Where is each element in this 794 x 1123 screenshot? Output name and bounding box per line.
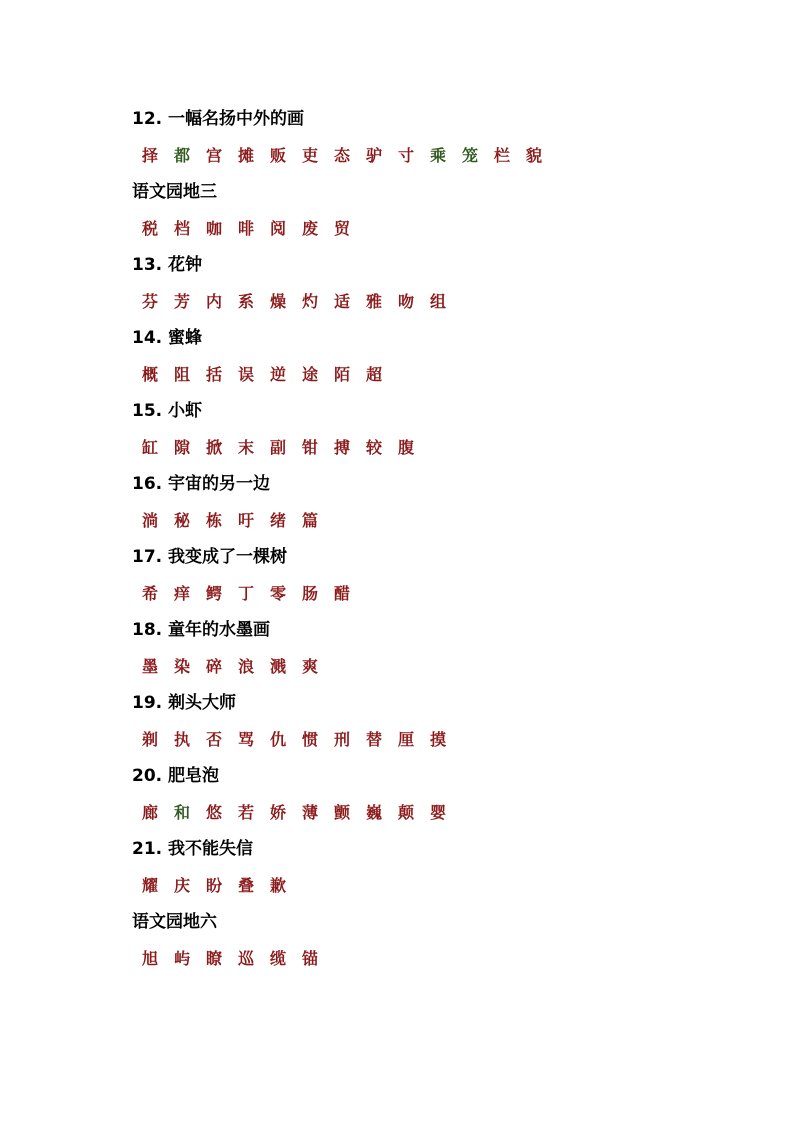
vocab-character: 溅: [270, 657, 287, 676]
character-row: [132, 143, 732, 169]
vocab-character: 贩: [270, 146, 287, 165]
vocab-character: 薄: [302, 803, 319, 822]
vocab-character: 宫: [206, 146, 223, 165]
vocab-character: 鳄: [206, 584, 223, 603]
vocab-character: 啡: [238, 219, 255, 238]
vocab-character: 秘: [174, 511, 191, 530]
lesson-title: 19. 剃头大师: [132, 693, 237, 713]
character-row: [132, 946, 732, 972]
vocab-character: 灼: [302, 292, 319, 311]
vocab-character: 锚: [302, 949, 319, 968]
vocab-character: 适: [334, 292, 351, 311]
vocab-character: 若: [238, 803, 255, 822]
vocab-character: 误: [238, 365, 255, 384]
lesson-title: 语文园地三: [132, 182, 217, 202]
vocab-character: 骂: [238, 730, 255, 749]
vocab-character: 组: [430, 292, 447, 311]
vocab-character: 巡: [238, 949, 255, 968]
vocab-character: 仇: [270, 730, 287, 749]
vocab-character: 内: [206, 292, 223, 311]
vocab-character: 副: [270, 438, 287, 457]
vocab-character: 择: [142, 146, 159, 165]
lesson-section: [132, 470, 732, 534]
vocab-character: 末: [238, 438, 255, 457]
vocab-character: 肠: [302, 584, 319, 603]
vocab-character: 阻: [174, 365, 191, 384]
character-row: [132, 873, 732, 899]
lesson-title: 18. 童年的水墨画: [132, 620, 271, 640]
vocab-character: 系: [238, 292, 255, 311]
vocab-character: 档: [174, 219, 191, 238]
vocab-character: 否: [206, 730, 223, 749]
lesson-section: [132, 835, 732, 899]
vocab-character: 墨: [142, 657, 159, 676]
vocab-character: 驴: [366, 146, 383, 165]
vocabulary-document: [132, 105, 732, 981]
vocab-character: 逆: [270, 365, 287, 384]
vocab-character: 叠: [238, 876, 255, 895]
vocab-character: 贸: [334, 219, 351, 238]
vocab-character: 概: [142, 365, 159, 384]
vocab-character: 态: [334, 146, 351, 165]
vocab-character: 巍: [366, 803, 383, 822]
lesson-title: 语文园地六: [132, 912, 217, 932]
character-row: [132, 289, 732, 315]
vocab-character: 瞭: [206, 949, 223, 968]
character-row: [132, 216, 732, 242]
vocab-character: 痒: [174, 584, 191, 603]
lesson-title: 20. 肥皂泡: [132, 766, 220, 786]
vocab-character: 芳: [174, 292, 191, 311]
lesson-section: [132, 616, 732, 680]
vocab-character: 婴: [430, 803, 447, 822]
vocab-character: 缸: [142, 438, 159, 457]
vocab-character: 娇: [270, 803, 287, 822]
vocab-character: 旭: [142, 949, 159, 968]
vocab-character: 摊: [238, 146, 255, 165]
vocab-character: 零: [270, 584, 287, 603]
vocab-character: 碎: [206, 657, 223, 676]
vocab-character: 超: [366, 365, 383, 384]
vocab-character: 缆: [270, 949, 287, 968]
lesson-title: 21. 我不能失信: [132, 839, 254, 859]
vocab-character: 摸: [430, 730, 447, 749]
vocab-character: 浪: [238, 657, 255, 676]
character-row: [132, 362, 732, 388]
vocab-character: 耀: [142, 876, 159, 895]
vocab-character: 刑: [334, 730, 351, 749]
vocab-character: 寸: [398, 146, 415, 165]
lesson-title: 17. 我变成了一棵树: [132, 547, 288, 567]
lesson-title: 16. 宇宙的另一边: [132, 474, 271, 494]
lesson-section: [132, 251, 732, 315]
vocab-character: 庆: [174, 876, 191, 895]
vocab-character: 醋: [334, 584, 351, 603]
vocab-character: 颠: [398, 803, 415, 822]
vocab-character: 爽: [302, 657, 319, 676]
vocab-character: 途: [302, 365, 319, 384]
vocab-character: 废: [302, 219, 319, 238]
vocab-character: 搏: [334, 438, 351, 457]
lesson-section: [132, 543, 732, 607]
vocab-character: 陌: [334, 365, 351, 384]
lesson-section: [132, 762, 732, 826]
vocab-character: 吁: [238, 511, 255, 530]
character-row: [132, 581, 732, 607]
lesson-title: 15. 小虾: [132, 401, 203, 421]
vocab-character: 盼: [206, 876, 223, 895]
vocab-character: 廊: [142, 803, 159, 822]
vocab-character: 吻: [398, 292, 415, 311]
vocab-character: 貌: [526, 146, 543, 165]
vocab-character: 隙: [174, 438, 191, 457]
vocab-character: 阅: [270, 219, 287, 238]
vocab-character: 剃: [142, 730, 159, 749]
character-row: [132, 435, 732, 461]
lesson-title: 14. 蜜蜂: [132, 328, 203, 348]
vocab-character: 丁: [238, 584, 255, 603]
vocab-character: 悠: [206, 803, 223, 822]
vocab-character: 绪: [270, 511, 287, 530]
vocab-character: 厘: [398, 730, 415, 749]
vocab-character: 吏: [302, 146, 319, 165]
vocab-character: 篇: [302, 511, 319, 530]
vocab-character: 腹: [398, 438, 415, 457]
lesson-section: [132, 397, 732, 461]
vocab-character: 栏: [494, 146, 511, 165]
vocab-character: 淌: [142, 511, 159, 530]
vocab-character: 都: [174, 146, 191, 165]
vocab-character: 钳: [302, 438, 319, 457]
lesson-section: [132, 105, 732, 169]
vocab-character: 燥: [270, 292, 287, 311]
lesson-title: 12. 一幅名扬中外的画: [132, 109, 305, 129]
lesson-section: [132, 178, 732, 242]
vocab-character: 较: [366, 438, 383, 457]
vocab-character: 执: [174, 730, 191, 749]
vocab-character: 栋: [206, 511, 223, 530]
vocab-character: 芬: [142, 292, 159, 311]
character-row: [132, 727, 732, 753]
vocab-character: 雅: [366, 292, 383, 311]
vocab-character: 括: [206, 365, 223, 384]
vocab-character: 咖: [206, 219, 223, 238]
lesson-section: [132, 908, 732, 972]
character-row: [132, 508, 732, 534]
vocab-character: 笼: [462, 146, 479, 165]
vocab-character: 惯: [302, 730, 319, 749]
vocab-character: 颤: [334, 803, 351, 822]
vocab-character: 希: [142, 584, 159, 603]
vocab-character: 和: [174, 803, 191, 822]
vocab-character: 屿: [174, 949, 191, 968]
vocab-character: 掀: [206, 438, 223, 457]
lesson-section: [132, 324, 732, 388]
vocab-character: 染: [174, 657, 191, 676]
character-row: [132, 800, 732, 826]
vocab-character: 歉: [270, 876, 287, 895]
vocab-character: 乘: [430, 146, 447, 165]
vocab-character: 替: [366, 730, 383, 749]
lesson-title: 13. 花钟: [132, 255, 203, 275]
vocab-character: 税: [142, 219, 159, 238]
character-row: [132, 654, 732, 680]
lesson-section: [132, 689, 732, 753]
